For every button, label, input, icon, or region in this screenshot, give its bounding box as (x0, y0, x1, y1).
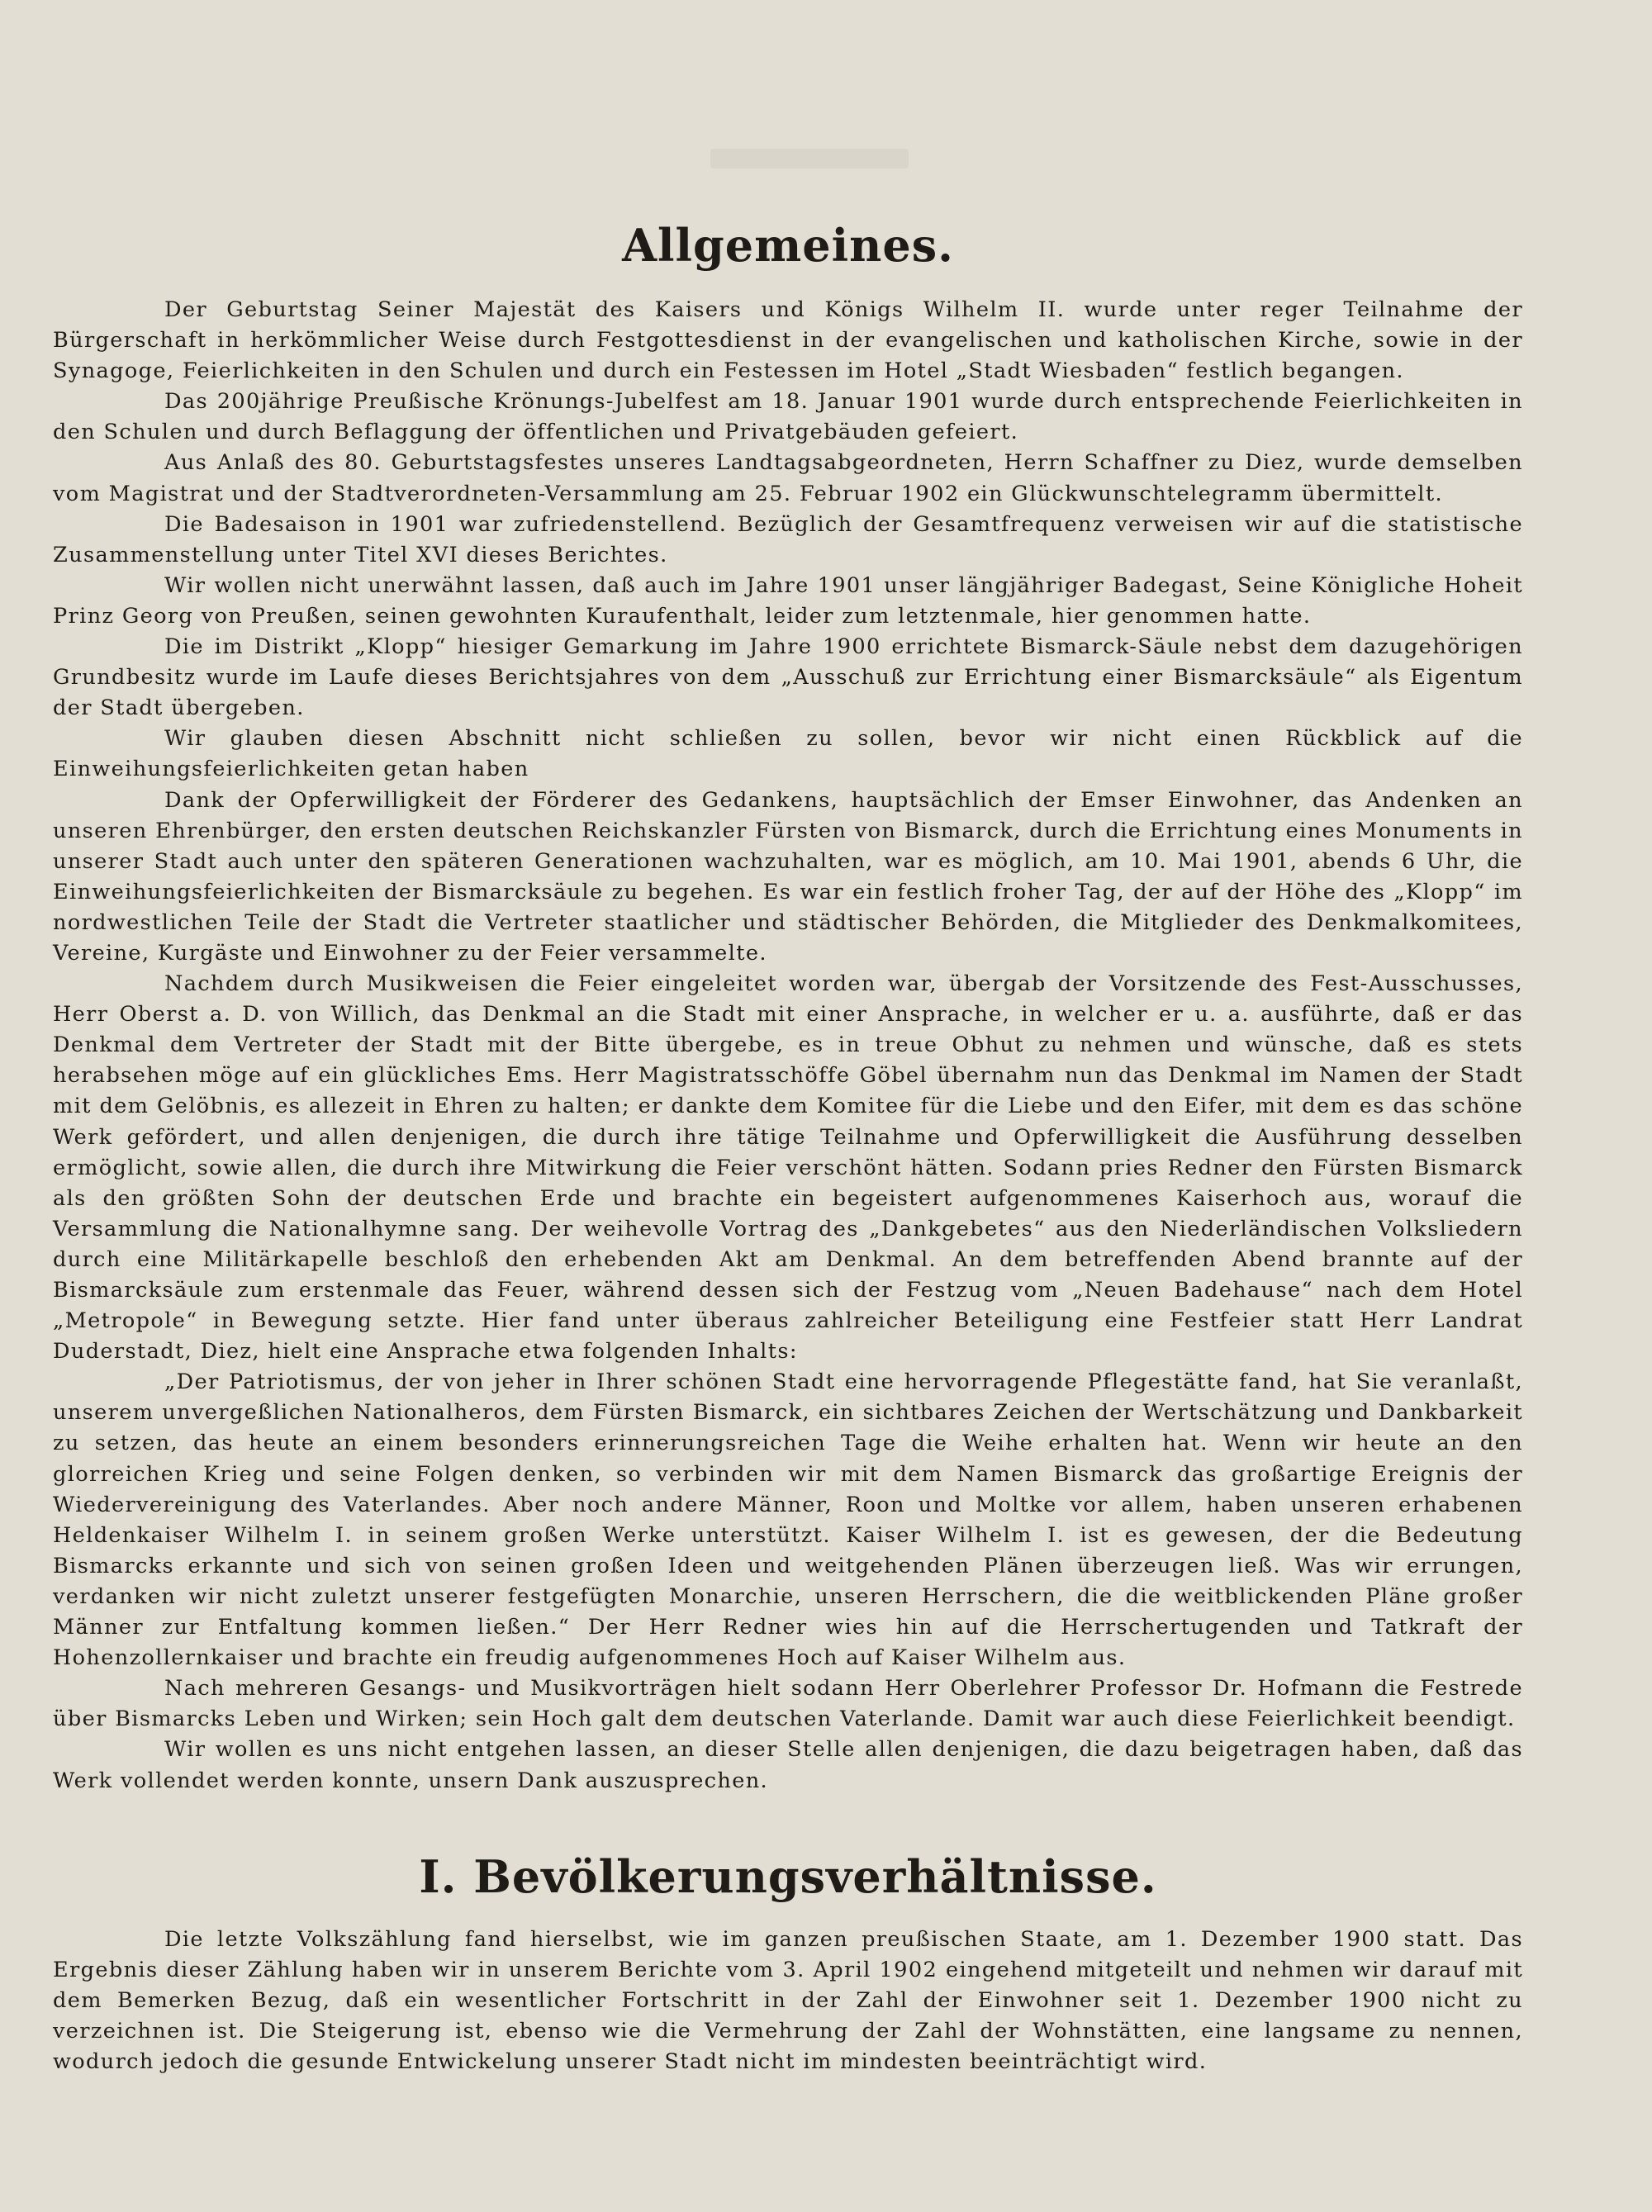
paragraph: Nach mehreren Gesangs- und Musikvorträgen hielt sodann Herr Oberlehrer Professor Dr. Hofmann die Festrede über Bismarcks Leben und Wirken; sein Hoch galt dem deutschen Vaterlande. Damit war auch diese Feierlichkeit beendigt. (53, 1676, 1523, 1732)
section-title-population: I. Bevölkerungsverhältnisse. (419, 1850, 1157, 1903)
paragraph: Der Geburtstag Seiner Majestät des Kaisers und Königs Wilhelm II. wurde unter reger Teilnahme der Bürgerschaft in herkömmlicher Weise durch Festgottesdienst in der evangelischen und katholischen Kirche, sowie in der Synagoge, Feierlichkeiten in den Schulen und durch ein Festessen im Hotel „Stadt Wiesbaden“ festlich begangen. (53, 297, 1523, 384)
paragraph: Das 200jährige Preußische Krönungs-Jubelfest am 18. Januar 1901 wurde durch entsprechende Feierlichkeiten in den Schulen und durch Beflaggung der öffentlichen und Privatgebäuden gefeiert. (53, 389, 1523, 445)
paragraph: Wir glauben diesen Abschnitt nicht schließen zu sollen, bevor wir nicht einen Rückblick auf die Einweihungsfeierlichkeiten getan haben (53, 726, 1523, 782)
paragraph: Wir wollen nicht unerwähnt lassen, daß auch im Jahre 1901 unser längjähriger Badegast, Seine Königliche Hoheit Prinz Georg von Preußen, seinen gewohnten Kuraufenthalt, leider zum letztenmale, hier genommen hatte. (53, 572, 1523, 629)
paragraph: Dank der Opferwilligkeit der Förderer des Gedankens, hauptsächlich der Emser Einwohner, das Andenken an unseren Ehrenbürger, den ersten deutschen Reichskanzler Fürsten von Bismarck, durch die Errichtung eines Monuments in unserer Stadt auch unter den späteren Generationen wachzuhalten, war es möglich, am 10. Mai 1901, abends 6 Uhr, die Einweihungsfeierlichkeiten der Bismarcksäule zu begehen. Es war ein festlich froher Tag, der auf der Höhe des „Klopp“ im nordwestlichen Teile der Stadt die Vertreter staatlicher und städtischer Behörden, die Mitglieder des Denkmalkomitees, Vereine, Kurgäste und Einwohner zu der Feier versammelte. (53, 787, 1523, 966)
paragraph: Wir wollen es uns nicht entgehen lassen, an dieser Stelle allen denjenigen, die dazu beigetragen haben, daß das Werk vollendet werden konnte, unsern Dank auszusprechen. (53, 1737, 1523, 1793)
paragraph: Aus Anlaß des 80. Geburtstagsfestes unseres Landtagsabgeordneten, Herrn Schaffner zu Diez, wurde demselben vom Magistrat und der Stadtverordneten-Versammlung am 25. Februar 1902 ein Glückwunschtelegramm übermittelt. (53, 450, 1523, 506)
faded-running-header (710, 149, 909, 169)
paragraph: Nachdem durch Musikweisen die Feier eingeleitet worden war, übergab der Vorsitzende des Fest-Ausschusses, Herr Oberst a. D. von Willich, das Denkmal an die Stadt mit einer Ansprache, in welcher er u. a. ausführte, daß er das Denkmal dem Vertreter der Stadt mit der Bitte übergebe, es in treue Obhut zu nehmen und wünsche, daß es stets herabsehen möge auf ein glückliches Ems. Herr Magistratsschöffe Göbel übernahm nun das Denkmal im Namen der Stadt mit dem Gelöbnis, es allezeit in Ehren zu halten; er dankte dem Komitee für die Liebe und den Eifer, mit dem es das schöne Werk gefördert, und allen denjenigen, die durch ihre tätige Teilnahme und Opferwilligkeit die Ausführung desselben ermöglicht, sowie allen, die durch ihre Mitwirkung die Feier verschönt hätten. Sodann pries Redner den Fürsten Bismarck als den größten Sohn der deutschen Erde und brachte ein begeistert aufgenommenes Kaiserhoch aus, worauf die Versammlung die Nationalhymne sang. Der weihevolle Vortrag des „Dankgebetes“ aus den Niederländischen Volksliedern durch eine Militärkapelle beschloß den erhebenden Akt am Denkmal. An dem betreffenden Abend brannte auf der Bismarcksäule zum erstenmale das Feuer, während dessen sich der Festzug vom „Neuen Badehause“ nach dem Hotel „Metropole“ in Bewegung setzte. Hier fand unter überaus zahlreicher Beteiligung eine Festfeier statt Herr Landrat Duderstadt, Diez, hielt eine Ansprache etwa folgenden Inhalts: (53, 971, 1523, 1365)
section-title-general: Allgemeines. (622, 219, 954, 272)
paragraph: Die im Distrikt „Klopp“ hiesiger Gemarkung im Jahre 1900 errichtete Bismarck-Säule nebst dem dazugehörigen Grundbesitz wurde im Laufe dieses Berichtsjahres von dem „Ausschuß zur Errichtung einer Bismarcksäule“ als Eigentum der Stadt übergeben. (53, 634, 1523, 721)
paragraph: Die letzte Volkszählung fand hierselbst, wie im ganzen preußischen Staate, am 1. Dezember 1900 statt. Das Ergebnis dieser Zählung haben wir in unserem Berichte vom 3. April 1902 eingehend mitgeteilt und nehmen wir darauf mit dem Bemerken Bezug, daß ein wesentlicher Fortschritt in der Zahl der Einwohner seit 1. Dezember 1900 nicht zu verzeichnen ist. Die Steigerung ist, ebenso wie die Vermehrung der Zahl der Wohnstätten, eine langsame zu nennen, wodurch jedoch die gesunde Entwickelung unserer Stadt nicht im mindesten beeinträchtigt wird. (53, 1927, 1523, 2075)
section-general (53, 219, 1523, 1797)
section-population (53, 1850, 1523, 2077)
paragraph: „Der Patriotismus, der von jeher in Ihrer schönen Stadt eine hervorragende Pflegestätte fand, hat Sie veranlaßt, unserem unvergeßlichen Nationalheros, dem Fürsten Bismarck, ein sichtbares Zeichen der Wertschätzung und Dankbarkeit zu setzen, das heute an einem besonders erinnerungsreichen Tage die Weihe erhalten hat. Wenn wir heute an den glorreichen Krieg und seine Folgen denken, so verbinden wir mit dem Namen Bismarck das großartige Ereignis der Wiedervereinigung des Vaterlandes. Aber noch andere Männer, Roon und Moltke vor allem, haben unseren erhabenen Heldenkaiser Wilhelm I. in seinem großen Werke unterstützt. Kaiser Wilhelm I. ist es gewesen, der die Bedeutung Bismarcks erkannte und sich von seinen großen Ideen und weitgehenden Plänen überzeugen ließ. Was wir errungen, verdanken wir nicht zuletzt unserer festgefügten Monarchie, unseren Herrschern, die die weitblickenden Pläne großer Männer zur Entfaltung kommen ließen.“ Der Herr Redner wies hin auf die Herrschertugenden und Tatkraft der Hohenzollernkaiser und brachte ein freudig aufgenommenes Hoch auf Kaiser Wilhelm aus. (53, 1369, 1523, 1671)
paragraph: Die Badesaison in 1901 war zufriedenstellend. Bezüglich der Gesamtfrequenz verweisen wir auf die statistische Zusammenstellung unter Titel XVI dieses Berichtes. (53, 511, 1523, 567)
